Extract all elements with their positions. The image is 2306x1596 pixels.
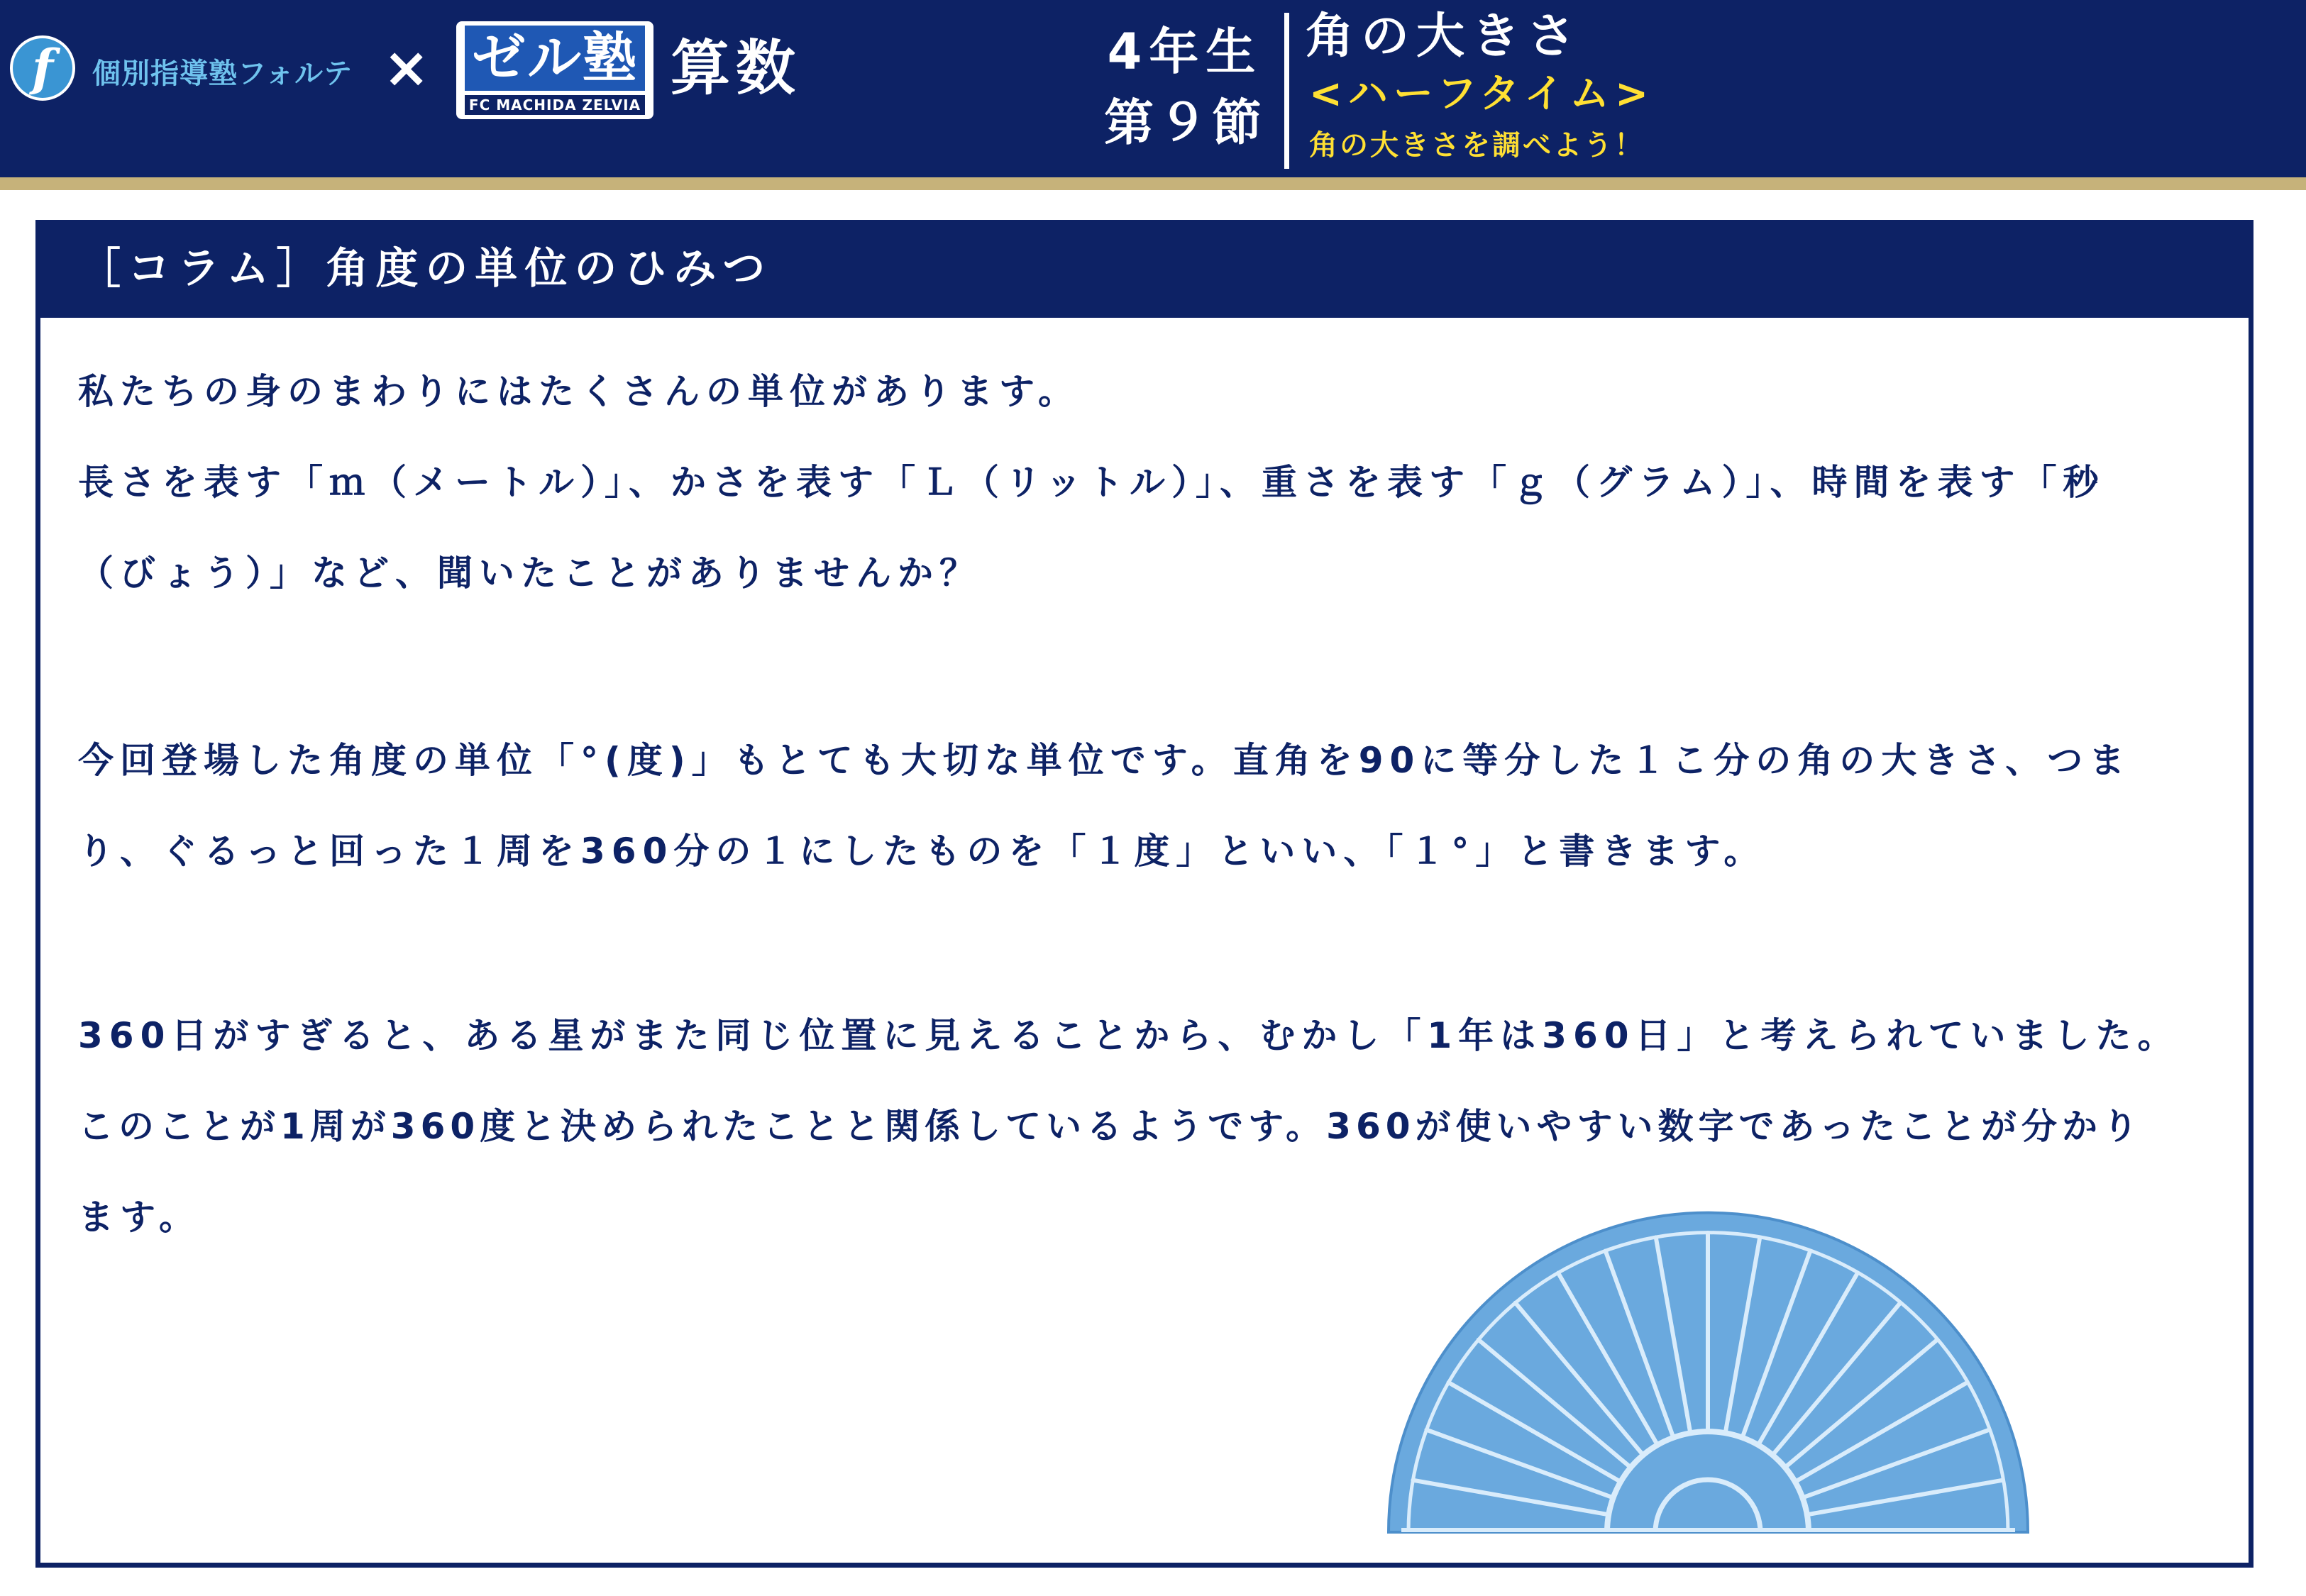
protractor-illustration — [1387, 1209, 2029, 1536]
unit-description: 角の大きさを調べよう！ — [1309, 129, 1645, 162]
paragraph-line: 長さを表す「ｍ（メートル）」、かさを表す「Ｌ（リットル）」、重さを表す「ｇ（グラム）」、時間を表す「秒 — [78, 462, 2105, 503]
zel-juku-logo-text: ゼル塾 — [465, 26, 645, 91]
zel-juku-logo — [456, 21, 653, 119]
paragraph-line: 私たちの身のまわりにはたくさんの単位があります。 — [78, 371, 1080, 412]
header-divider — [1284, 13, 1289, 169]
forte-logo-icon: f — [10, 35, 75, 101]
unit-title: 角の大きさ — [1306, 9, 1583, 65]
paragraph-line: り、ぐるっと回った１周を360分の１にしたものを「１度」といい、「１°」と書きます。 — [78, 831, 1766, 872]
collaboration-times-icon: × — [383, 36, 430, 100]
paragraph-line: 360日がすぎると、ある星がまた同じ位置に見えることから、むかし「1年は360日」と考えられていました。 — [78, 1015, 2180, 1056]
paragraph-line: ます。 — [78, 1197, 201, 1238]
zel-juku-logo-subtext: FC MACHIDA ZELVIA — [465, 95, 645, 115]
paragraph-line: 今回登場した角度の単位「°(度)」もとても大切な単位です。直角を90に等分した１こ分の角の大きさ、つま — [78, 740, 2131, 781]
subject-label: 算数 — [671, 33, 802, 103]
brand-name: 個別指導塾フォルテ — [92, 57, 353, 90]
lesson-label: 第９節 — [1104, 94, 1266, 152]
header-bar — [0, 0, 2306, 177]
header-accent-stripe — [0, 177, 2306, 190]
column-header — [35, 220, 2253, 318]
unit-subtitle: <ハーフタイム> — [1309, 71, 1655, 117]
column-title: ［コラム］角度の単位のひみつ — [78, 244, 773, 294]
paragraph-line: このことが1周が360度と決められたことと関係しているようです。360が使いやすい数字であったことが分かり — [78, 1106, 2144, 1147]
paragraph-line: （びょう）」など、聞いたことがありませんか？ — [78, 553, 981, 594]
grade-label: 4年生 — [1107, 23, 1263, 81]
